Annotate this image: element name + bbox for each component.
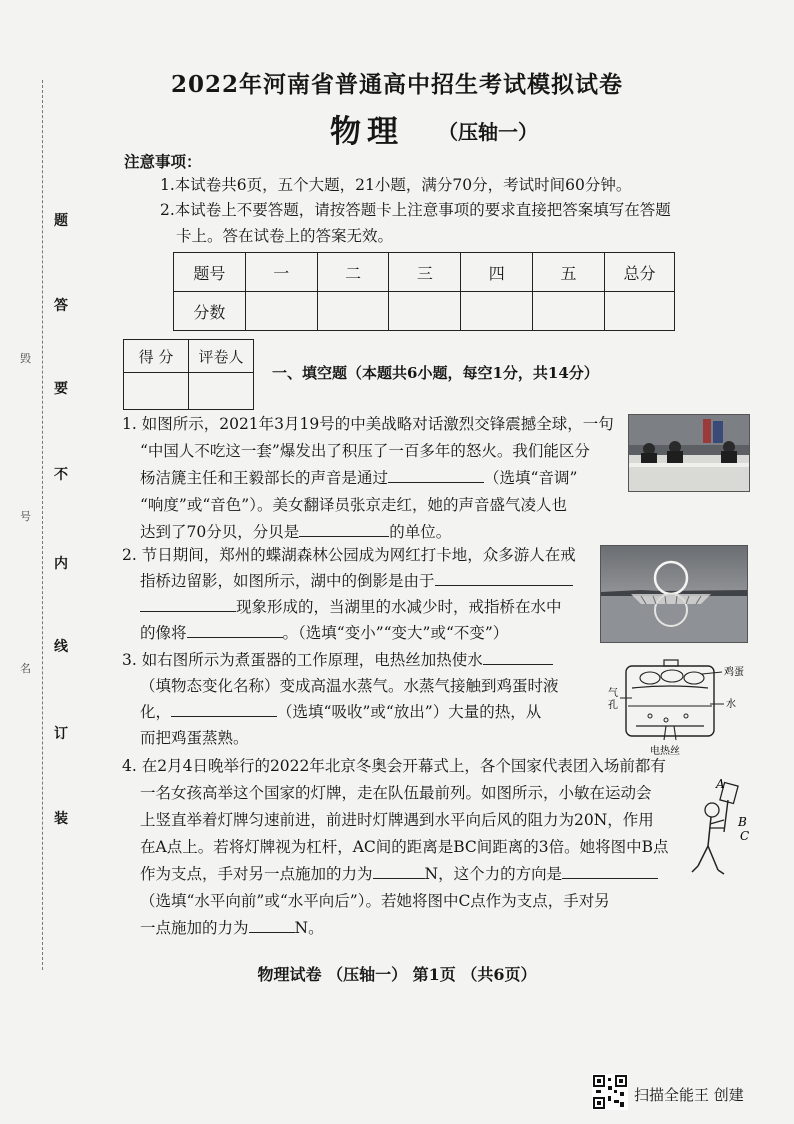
q1-line: 1. 如图所示，2021年3月19号的中美战略对话激烈交锋震撼全球，一句	[122, 415, 614, 433]
score-table-header: 二	[317, 253, 389, 292]
fig-label-water: 水	[726, 699, 736, 710]
score-cell	[461, 292, 533, 331]
margin-char: 线	[54, 639, 68, 655]
fig-label-vent: 气	[608, 688, 618, 699]
exam-title: 2022年河南省普通高中招生考试模拟试卷	[170, 71, 623, 98]
margin-left-char: 名	[20, 662, 31, 675]
q2-text: 。（选填“变小”“变大”或“不变”）	[282, 624, 509, 642]
q1-line: “响度”或“音色”）。美女翻译员张京走红，她的声音盛气凌人也	[140, 496, 567, 514]
page-footer: 物理试卷 （压轴一） 第1页 （共6页）	[257, 965, 537, 984]
q2-text: 现象形成的，当湖里的水减少时，戒指桥在水中	[236, 598, 562, 616]
score-cell	[317, 292, 389, 331]
answer-blank	[299, 522, 389, 537]
score-table-header: 五	[533, 253, 605, 292]
q2-line	[140, 621, 508, 643]
q3-line	[122, 648, 553, 670]
answer-blank	[562, 864, 658, 879]
fig-label-egg: 鸡蛋	[724, 667, 744, 678]
q2-text: 指桥边留影，如图所示，湖中的倒影是由于	[140, 572, 435, 590]
score-table-header: 三	[389, 253, 461, 292]
score-cell	[245, 292, 317, 331]
grader-table	[123, 339, 254, 410]
margin-char: 答	[54, 298, 68, 314]
notes-item-2-cont: 卡上。答在试卷上的答案无效。	[176, 227, 394, 245]
q4-line	[140, 862, 658, 884]
q3-text: （选填“吸收”或“放出”）大量的热，从	[277, 703, 542, 721]
grader-header-score: 得 分	[124, 340, 189, 373]
score-table-header: 题号	[174, 253, 246, 292]
notes-item-1: 1.本试卷共6页，五个大题，21小题，满分70分，考试时间60分钟。	[160, 176, 632, 194]
subtitle: （压轴一）	[438, 120, 538, 144]
fig-label-B: B	[738, 815, 747, 829]
answer-blank	[171, 702, 277, 717]
score-table-header: 总分	[604, 253, 674, 292]
sign-bearer-figure	[684, 776, 764, 888]
margin-char: 不	[54, 467, 68, 483]
q1-line: “中国人不吃这一套”爆发出了积压了一百多年的怒火。我们能区分	[140, 442, 590, 460]
score-cell	[604, 292, 674, 331]
q3-line: 而把鸡蛋蒸熟。	[140, 729, 249, 747]
q2-line	[140, 595, 562, 617]
q1-line	[140, 466, 577, 488]
fig-label-vent: 孔	[608, 700, 618, 711]
score-row-label: 分数	[174, 292, 246, 331]
score-cell	[533, 292, 605, 331]
score-table-row	[174, 292, 675, 331]
answer-blank	[187, 623, 283, 638]
q1-text: 达到了70分贝，分贝是	[140, 523, 300, 541]
q4-line: 一名女孩高举这个国家的灯牌，走在队伍最前列。如图所示，小敏在运动会	[140, 784, 652, 802]
answer-blank	[388, 468, 484, 483]
q4-text: N。	[294, 919, 324, 937]
q4-line: 4. 在2月4日晚举行的2022年北京冬奥会开幕式上，各个国家代表团入场前都有	[122, 757, 666, 775]
scanner-watermark: 扫描全能王 创建	[634, 1086, 744, 1104]
notes-item-2: 2.本试卷上不要答题，请按答题卡上注意事项的要求直接把答案填写在答题	[160, 201, 671, 219]
q1-text: 的单位。	[389, 523, 452, 541]
q2-text: 的像将	[140, 624, 187, 642]
qr-code-icon	[592, 1074, 628, 1110]
grader-cell	[189, 373, 254, 410]
q3-text: 3. 如右图所示为煮蛋器的工作原理，电热丝加热使水	[122, 651, 483, 669]
grader-cell	[124, 373, 189, 410]
q3-line: （填物态变化名称）变成高温水蒸气。水蒸气接触到鸡蛋时液	[140, 677, 559, 695]
grader-header-grader: 评卷人	[189, 340, 254, 373]
answer-blank	[373, 864, 425, 879]
fig-label-A: A	[716, 777, 725, 791]
answer-blank	[435, 571, 573, 586]
answer-blank	[483, 650, 553, 665]
score-cell	[389, 292, 461, 331]
q4-line: 上竖直举着灯牌匀速前进，前进时灯牌遇到水平向后风的阻力为20N，作用	[140, 811, 654, 829]
q1-text: （选填“音调”	[484, 469, 578, 487]
q2-line: 2. 节日期间，郑州的蝶湖森林公园成为网红打卡地，众多游人在戒	[122, 546, 576, 564]
fig-label-wire: 电热丝	[650, 746, 680, 757]
q3-text: 化，	[140, 703, 172, 721]
q4-text: 一点施加的力为	[140, 919, 249, 937]
meeting-photo	[628, 414, 750, 492]
score-table-header: 四	[461, 253, 533, 292]
margin-char: 装	[54, 811, 68, 827]
ring-bridge-photo	[600, 545, 748, 643]
margin-char: 订	[54, 726, 68, 742]
subject-title: 物理	[330, 114, 404, 150]
margin-left-char: 毁	[20, 352, 31, 365]
notes-heading: 注意事项：	[124, 152, 202, 171]
margin-left-char: 号	[20, 510, 31, 523]
q1-line	[140, 520, 451, 542]
section-heading: 一、填空题（本题共6小题，每空1分，共14分）	[272, 364, 599, 382]
margin-char: 要	[54, 381, 68, 397]
q3-line	[140, 700, 541, 722]
binding-line	[42, 80, 43, 970]
answer-blank	[249, 918, 295, 933]
score-table	[173, 252, 675, 331]
fig-label-C: C	[740, 829, 750, 843]
q4-line: （选填“水平向前”或“水平向后”）。若她将图中C点作为支点，手对另	[140, 892, 610, 910]
q4-text: N，这个力的方向是	[424, 865, 563, 883]
answer-blank	[140, 597, 236, 612]
q4-text: 作为支点，手对另一点施加的力为	[140, 865, 373, 883]
egg-cooker-diagram	[606, 654, 756, 758]
q2-line	[140, 569, 573, 591]
margin-char: 题	[54, 213, 68, 229]
score-table-header: 一	[245, 253, 317, 292]
q4-line: 在A点上。若将灯牌视为杠杆，AC间的距离是BC间距离的3倍。她将图中B点	[140, 838, 669, 856]
margin-char: 内	[54, 556, 68, 572]
q1-text: 杨洁篪主任和王毅部长的声音是通过	[140, 469, 389, 487]
score-table-header-row	[174, 253, 675, 292]
q4-line	[140, 916, 324, 938]
